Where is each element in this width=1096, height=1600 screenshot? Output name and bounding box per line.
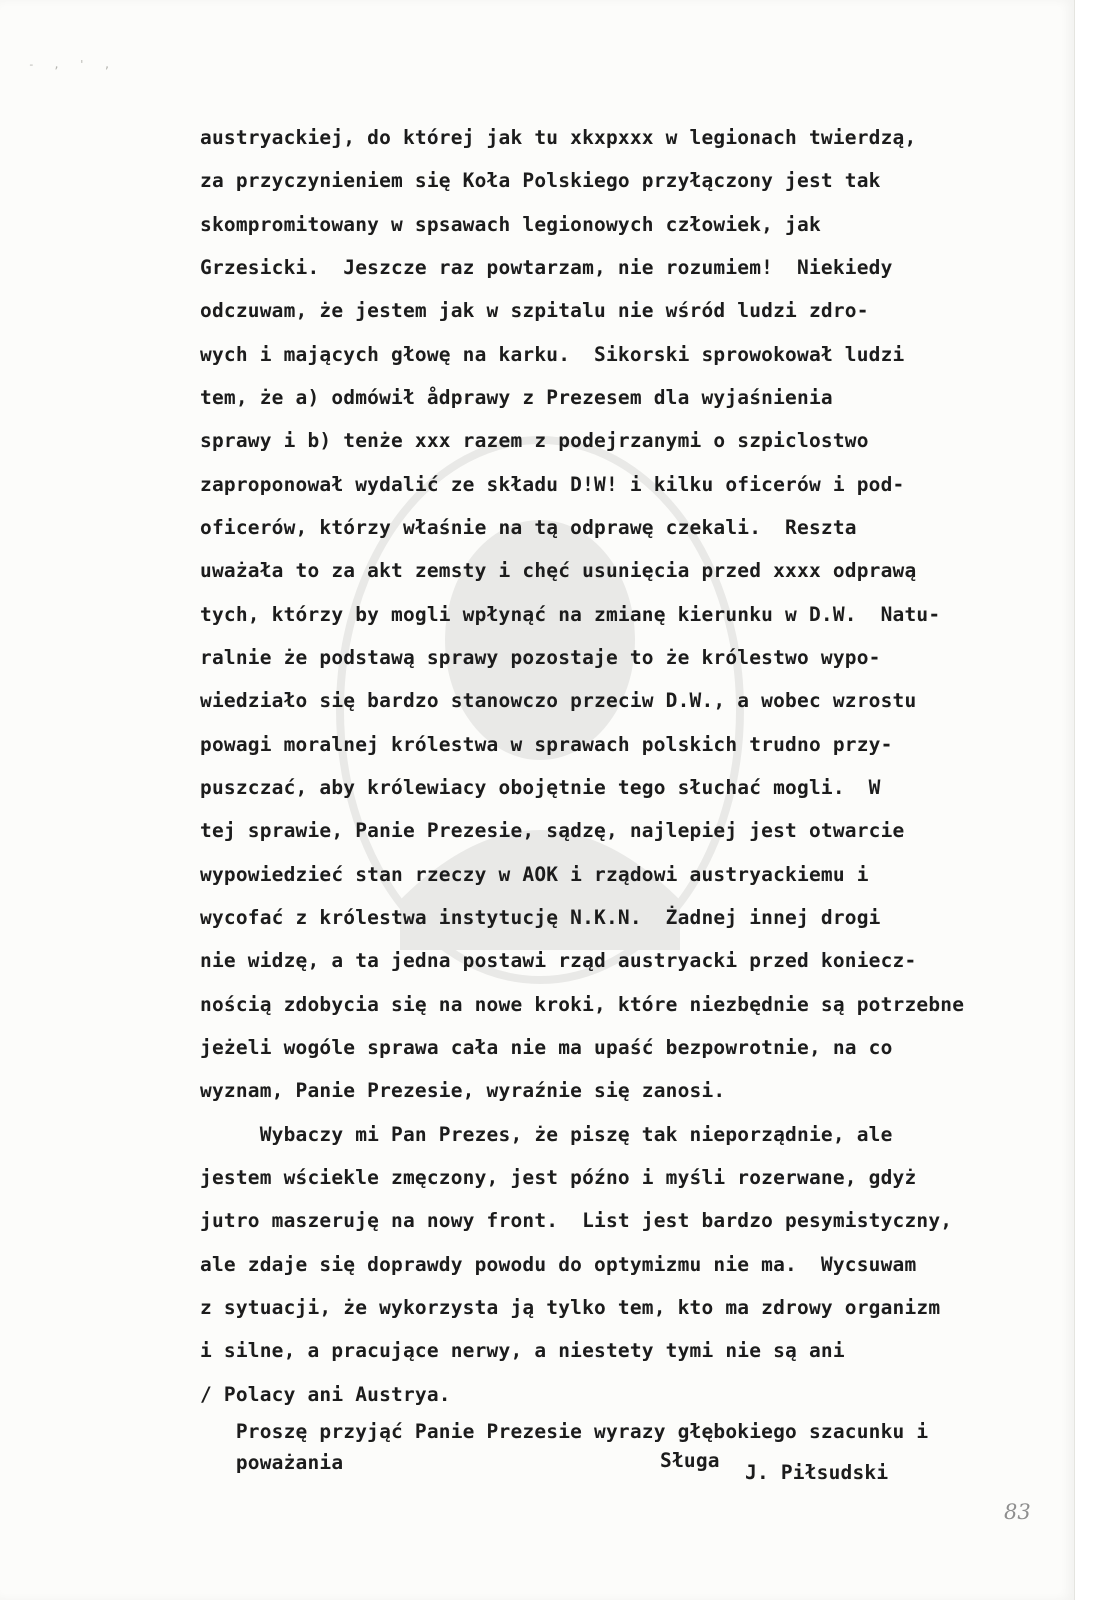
text-line: uważała to za akt zemsty i chęć usunięcia przed xxxx odprawą [200,559,917,582]
text-line: tej sprawie, Panie Prezesie, sądzę, najlepiej jest otwarcie [200,819,905,842]
text-line: / Polacy ani Austrya. [200,1383,451,1406]
text-line: i silne, a pracujące nerwy, a niestety tymi nie są ani [200,1339,845,1362]
page-number: 83 [1004,1500,1031,1524]
text-line: jestem wściekle zmęczony, jest późno i myśli rozerwane, gdyż [200,1166,917,1189]
text-line: za przyczynieniem się Koła Polskiego przyłączony jest tak [200,169,881,192]
text-line: wiedziało się bardzo stanowczo przeciw D.W., a wobec wzrostu [200,689,917,712]
text-line: puszczać, aby królewiacy obojętnie tego słuchać mogli. W [200,776,881,799]
text-line: nie widzę, a ta jedna postawi rząd austryacki przed koniecz- [200,949,917,972]
text-line: wypowiedzieć stan rzeczy w AOK i rządowi austryackiemu i [200,863,869,886]
text-line: sprawy i b) tenże xxx razem z podejrzanymi o szpiclostwo [200,429,869,452]
text-line: zaproponował wydalić ze składu D!W! i kilku oficerów i pod- [200,473,905,496]
text-line: jeżeli wogóle sprawa cała nie ma upaść bezpowrotnie, na co [200,1036,893,1059]
text-line: poważania [200,1451,344,1474]
margin-marks: - ‚ ' ‚ [28,58,117,71]
text-line: wyznam, Panie Prezesie, wyraźnie się zanosi. [200,1079,726,1102]
text-line: tych, którzy by mogli wpłynąć na zmianę kierunku w D.W. Natu- [200,603,941,626]
text-line: tem, że a) odmówił ådprawy z Prezesem dla wyjaśnienia [200,386,833,409]
text-line: austryackiej, do której jak tu xkxpxxx w legionach twierdzą, [200,126,917,149]
text-line: ale zdaje się doprawdy powodu do optymizmu nie ma. Wycsuwam [200,1253,917,1276]
text-line: Proszę przyjąć Panie Prezesie wyrazy głębokiego szacunku i [200,1420,929,1443]
text-line: Grzesicki. Jeszcze raz powtarzam, nie rozumiem! Niekiedy [200,256,893,279]
text-line: powagi moralnej królestwa w sprawach polskich trudno przy- [200,733,893,756]
text-line: jutro maszeruję na nowy front. List jest bardzo pesymistyczny, [200,1209,953,1232]
closing-word: Sługa [660,1449,720,1472]
text-line: skompromitowany w spsawach legionowych człowiek, jak [200,213,821,236]
text-line: z sytuacji, że wykorzysta ją tylko tem, kto ma zdrowy organizm [200,1296,941,1319]
text-line: nością zdobycia się na nowe kroki, które niezbędnie są potrzebne [200,993,965,1016]
text-line: oficerów, którzy właśnie na tą odprawę czekali. Reszta [200,516,857,539]
text-line: odczuwam, że jestem jak w szpitalu nie wśród ludzi zdro- [200,299,869,322]
text-line: wych i mających głowę na karku. Sikorski sprowokował ludzi [200,343,905,366]
text-line: Wybaczy mi Pan Prezes, że piszę tak nieporządnie, ale [200,1123,893,1146]
text-line: ralnie że podstawą sprawy pozostaje to że królestwo wypo- [200,646,881,669]
text-line: wycofać z królestwa instytucję N.K.N. Żadnej innej drogi [200,906,881,929]
signature: J. Piłsudski [745,1461,889,1484]
